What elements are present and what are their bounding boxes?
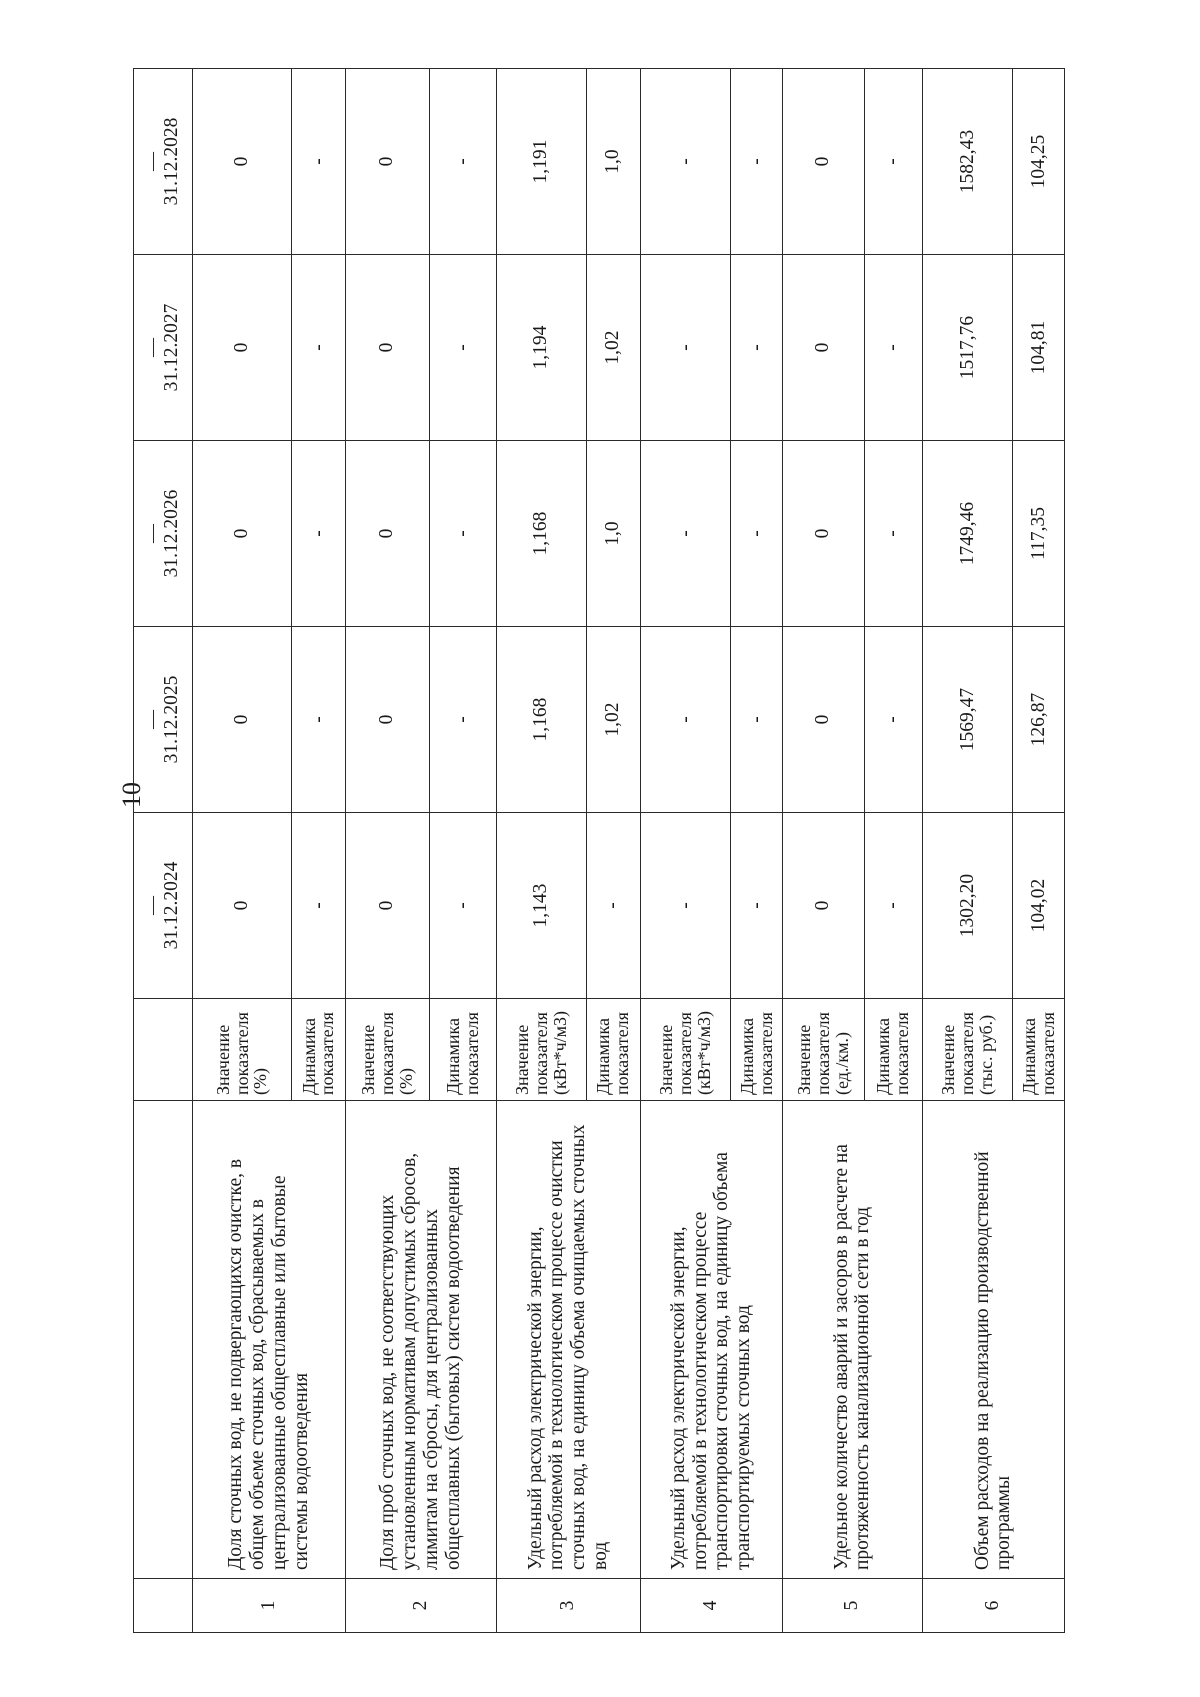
value-cell: 0	[782, 69, 864, 255]
indicator-name: Доля проб сточных вод, не соответствующих установленным нормативам допустимых сбросов, лимитам на сбросы, для централизованных общесплавных (бытовых) систем водоотведения	[345, 1101, 496, 1579]
value-cell: 0	[345, 255, 429, 441]
table-header	[134, 69, 193, 1633]
indicator-name: Удельный расход электрической энергии, потребляемой в технологическом процессе очистки сточных вод, на единицу объема очищаемых сточных вод	[496, 1101, 640, 1579]
value-cell: 1517,76	[922, 255, 1012, 441]
indicators-table-frame	[133, 69, 1065, 1633]
period-header	[134, 441, 193, 627]
dynamics-cell: 1,02	[586, 255, 640, 441]
dynamics-unit-label: Динамика показателя	[586, 999, 640, 1101]
value-cell: 1,168	[496, 627, 586, 813]
period-header	[134, 255, 193, 441]
header-num-cell	[134, 1579, 193, 1633]
value-cell: -	[640, 255, 730, 441]
dynamics-unit-label: Динамика показателя	[864, 999, 922, 1101]
value-cell: 0	[345, 627, 429, 813]
value-cell: 0	[782, 255, 864, 441]
value-cell: 1302,20	[922, 813, 1012, 999]
value-cell: 0	[782, 627, 864, 813]
dynamics-cell: -	[429, 255, 496, 441]
period-dash: —	[141, 152, 163, 171]
value-unit-label: Значение показателя (тыс. руб.)	[922, 999, 1012, 1101]
period-date: 31.12.2026	[160, 489, 182, 578]
dynamics-unit-label: Динамика показателя	[731, 999, 783, 1101]
value-unit-label: Значение показателя (кВт*ч/м3)	[496, 999, 586, 1101]
value-cell: 0	[345, 441, 429, 627]
dynamics-cell: 126,87	[1013, 627, 1065, 813]
value-cell: 0	[193, 813, 292, 999]
value-cell: 1,194	[496, 255, 586, 441]
value-cell: -	[640, 813, 730, 999]
period-dash: —	[141, 710, 163, 729]
dynamics-unit-label: Динамика показателя	[429, 999, 496, 1101]
dynamics-cell: -	[292, 627, 346, 813]
indicator-value-row	[345, 69, 429, 1633]
indicator-name: Доля сточных вод, не подвергающихся очистке, в общем объеме сточных вод, сбрасываемых в централизованные общесплавные или бытовые системы водоотведения	[193, 1101, 346, 1579]
period-dash: —	[141, 896, 163, 915]
value-cell: -	[640, 627, 730, 813]
dynamics-cell: 104,02	[1013, 813, 1065, 999]
dynamics-cell: -	[292, 441, 346, 627]
value-cell: 0	[782, 813, 864, 999]
value-cell: 0	[193, 441, 292, 627]
dynamics-cell: -	[429, 627, 496, 813]
header-name-cell	[134, 1101, 193, 1579]
dynamics-cell: -	[586, 813, 640, 999]
row-number: 5	[782, 1579, 922, 1633]
dynamics-cell: -	[864, 255, 922, 441]
value-cell: 0	[345, 69, 429, 255]
dynamics-cell: 1,0	[586, 69, 640, 255]
indicator-value-row	[496, 69, 586, 1633]
indicator-value-row	[782, 69, 864, 1633]
value-cell: 1582,43	[922, 69, 1012, 255]
dynamics-cell: -	[864, 441, 922, 627]
indicator-value-row	[193, 69, 292, 1633]
dynamics-cell: -	[731, 69, 783, 255]
value-cell: 0	[782, 441, 864, 627]
value-cell: 1569,47	[922, 627, 1012, 813]
dynamics-cell: -	[731, 813, 783, 999]
dynamics-cell: -	[864, 69, 922, 255]
dynamics-cell: -	[731, 627, 783, 813]
dynamics-cell: -	[429, 441, 496, 627]
dynamics-cell: 1,0	[586, 441, 640, 627]
value-cell: 1,168	[496, 441, 586, 627]
period-dash: —	[141, 524, 163, 543]
header-unit-cell	[134, 999, 193, 1101]
period-dash: —	[141, 338, 163, 357]
dynamics-cell: -	[731, 255, 783, 441]
row-number: 6	[922, 1579, 1064, 1633]
value-unit-label: Значение показателя (%)	[345, 999, 429, 1101]
dynamics-cell: -	[429, 813, 496, 999]
dynamics-cell: -	[864, 627, 922, 813]
dynamics-cell: 104,81	[1013, 255, 1065, 441]
value-cell: 1,191	[496, 69, 586, 255]
dynamics-cell: -	[292, 813, 346, 999]
value-cell: 1749,46	[922, 441, 1012, 627]
indicator-name: Удельный расход электрической энергии, потребляемой в технологическом процессе транспортировки сточных вод, на единицу объема транспортируемых сточных вод	[640, 1101, 782, 1579]
dynamics-cell: 117,35	[1013, 441, 1065, 627]
dynamics-cell: -	[292, 69, 346, 255]
value-cell: 0	[193, 255, 292, 441]
indicator-name: Объем расходов на реализацию производственной программы	[922, 1101, 1064, 1579]
period-date: 31.12.2027	[160, 303, 182, 392]
row-number: 3	[496, 1579, 640, 1633]
table-body	[193, 69, 1065, 1633]
period-header	[134, 627, 193, 813]
value-cell: 0	[193, 69, 292, 255]
value-cell: 0	[193, 627, 292, 813]
dynamics-cell: -	[429, 69, 496, 255]
dynamics-cell: -	[292, 255, 346, 441]
row-number: 1	[193, 1579, 346, 1633]
period-header	[134, 69, 193, 255]
row-number: 4	[640, 1579, 782, 1633]
period-date: 31.12.2024	[160, 861, 182, 950]
page-number: 10	[117, 782, 146, 808]
dynamics-unit-label: Динамика показателя	[1013, 999, 1065, 1101]
value-unit-label: Значение показателя (ед./км.)	[782, 999, 864, 1101]
indicators-table	[133, 68, 1065, 1633]
indicator-value-row	[640, 69, 730, 1633]
value-unit-label: Значение показателя (кВт*ч/м3)	[640, 999, 730, 1101]
dynamics-cell: 1,02	[586, 627, 640, 813]
period-date: 31.12.2025	[160, 675, 182, 764]
row-number: 2	[345, 1579, 496, 1633]
dynamics-cell: -	[731, 441, 783, 627]
period-header	[134, 813, 193, 999]
dynamics-cell: -	[864, 813, 922, 999]
value-cell: -	[640, 441, 730, 627]
dynamics-cell: 104,25	[1013, 69, 1065, 255]
value-cell: -	[640, 69, 730, 255]
value-cell: 1,143	[496, 813, 586, 999]
dynamics-unit-label: Динамика показателя	[292, 999, 346, 1101]
value-unit-label: Значение показателя (%)	[193, 999, 292, 1101]
indicator-value-row	[922, 69, 1012, 1633]
indicator-name: Удельное количество аварий и засоров в расчете на протяженность канализационной сети в год	[782, 1101, 922, 1579]
period-date: 31.12.2028	[160, 117, 182, 206]
value-cell: 0	[345, 813, 429, 999]
